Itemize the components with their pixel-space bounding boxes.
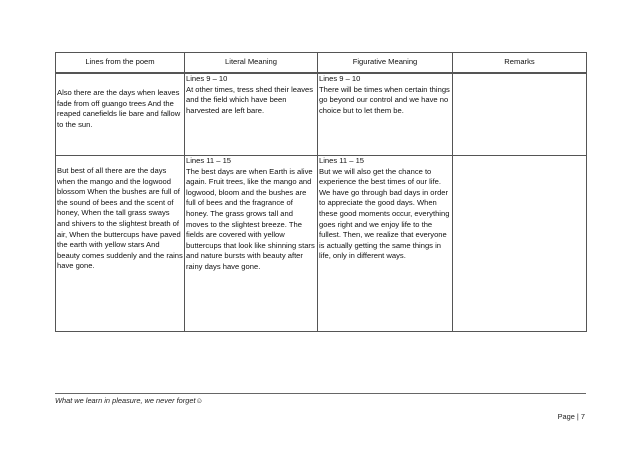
- footer-divider: [55, 393, 586, 394]
- figurative-line-ref: Lines 9 – 10: [319, 74, 361, 83]
- table-row: [56, 73, 587, 156]
- figurative-meaning-text: But we will also get the chance to experience the best times of our life. We have go through bad days in order to appreciate the good days. When these good moments occur, everything goes right and we enjoy life to the fullest. Then, we realize that everyone is actually getting the same things in life, only in different ways.: [319, 166, 450, 261]
- remarks-cell: [453, 156, 587, 332]
- header-lines-from-poem: Lines from the poem: [56, 53, 185, 74]
- literal-line-ref: Lines 11 – 15: [186, 156, 232, 165]
- figurative-meaning-cell: [318, 156, 453, 332]
- remarks-cell: [453, 73, 587, 156]
- header-literal-meaning: Literal Meaning: [185, 53, 318, 74]
- header-remarks: Remarks: [453, 53, 587, 74]
- poem-lines-text: Also there are the days when leaves fade from off guango trees And the reaped canefields lie bare and fallow to the sun.: [57, 88, 181, 129]
- footer-motto: What we learn in pleasure, we never forget☺: [55, 396, 204, 405]
- literal-meaning-cell: [185, 73, 318, 156]
- poem-lines-text: But best of all there are the days when the mango and the logwood blossom When the bushes are full of the sound of bees and the scent of honey, When the tall grass sways and shivers to the slightest breath of air, When the buttercups have paved the earth with yellow stars And beauty comes suddenly and the rains have gone.: [57, 166, 183, 271]
- table-header-row: [56, 53, 587, 74]
- figurative-meaning-text: There will be times when certain things go beyond our control and we have no choice but to let them be.: [319, 84, 450, 115]
- table-row: [56, 156, 587, 332]
- literal-meaning-cell: [185, 156, 318, 332]
- poem-lines-cell: [56, 73, 185, 156]
- literal-line-ref: Lines 9 – 10: [186, 74, 228, 83]
- header-figurative-meaning: Figurative Meaning: [318, 53, 453, 74]
- page-number: Page | 7: [557, 412, 585, 421]
- poem-lines-cell: [56, 156, 185, 332]
- poem-analysis-table: [55, 52, 587, 332]
- literal-meaning-text: The best days are when Earth is alive again. Fruit trees, like the mango and logwood, bloom and the bushes are full of bees and the fragrance of honey. The grass grows tall and moves to the slightest breeze. The fields are covered with yellow buttercups that look like shinning stars and nature bursts with beauty after rainy days have gone.: [186, 166, 315, 271]
- figurative-meaning-cell: [318, 73, 453, 156]
- literal-meaning-text: At other times, tress shed their leaves and the field which have been harvested are left bare.: [186, 84, 314, 115]
- figurative-line-ref: Lines 11 – 15: [319, 156, 365, 165]
